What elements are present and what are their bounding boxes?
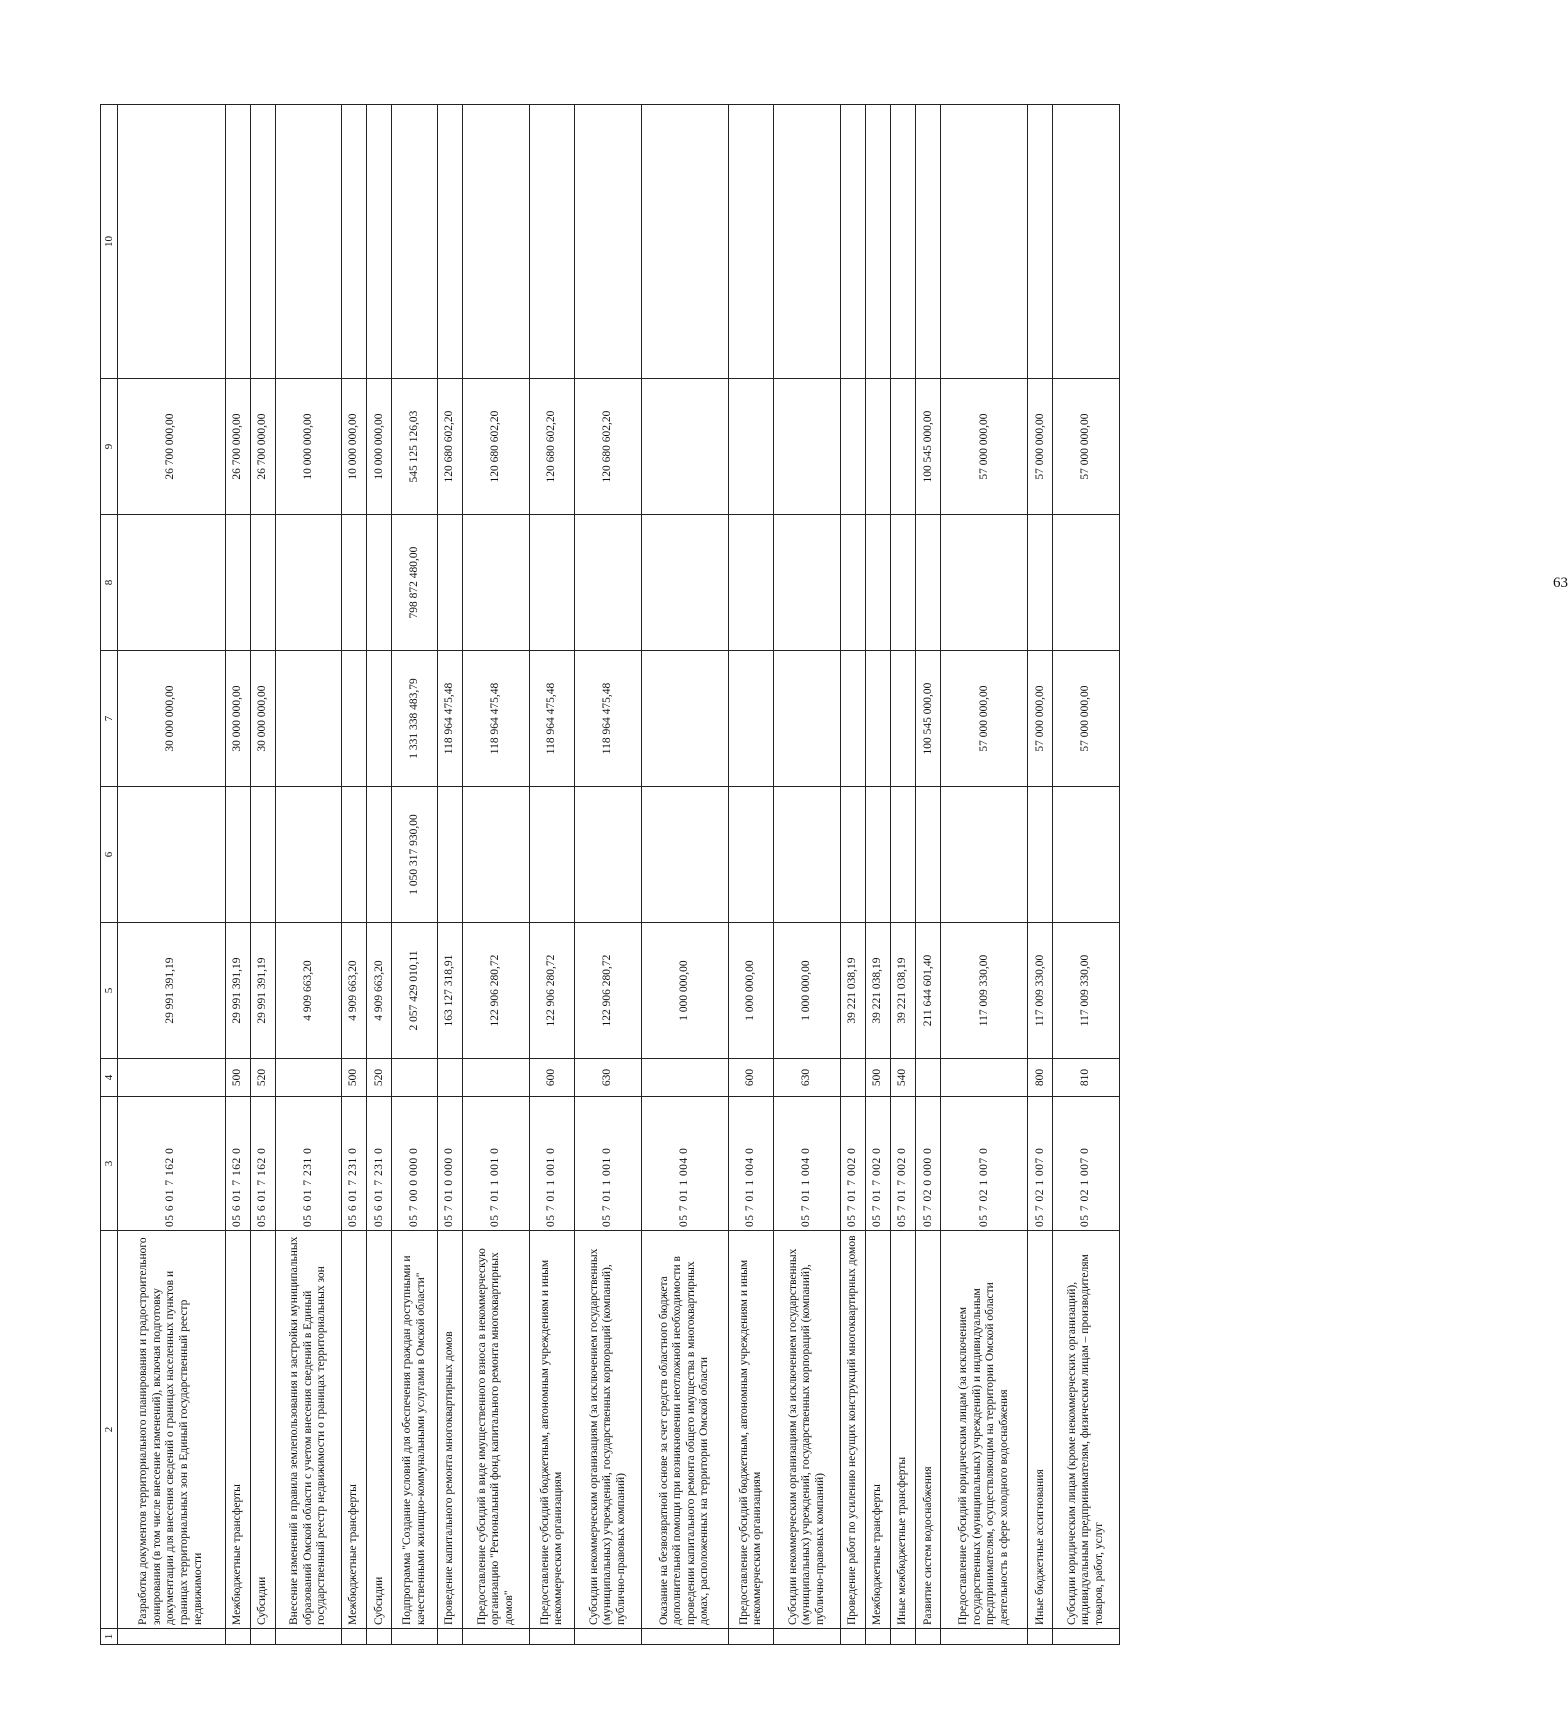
- amount-col7-cell: 118 964 475,48: [575, 651, 641, 787]
- target-code-cell: 05 6 01 7 162 0: [250, 1097, 275, 1231]
- header-cell-2: 2: [101, 1231, 118, 1629]
- row-spacer-cell: [728, 1629, 774, 1645]
- amount-col10-cell: [438, 105, 463, 379]
- amount-col5-cell: 39 221 038,19: [865, 923, 890, 1059]
- table-row: [891, 105, 916, 1645]
- amount-col7-cell: [275, 651, 341, 787]
- table-row: [250, 105, 275, 1645]
- expense-type-cell: [438, 1059, 463, 1097]
- amount-col8-cell: [250, 515, 275, 651]
- amount-col5-cell: 211 644 601,40: [916, 923, 941, 1059]
- rotated-page-content: [100, 95, 1120, 1645]
- amount-col6-cell: [118, 787, 226, 923]
- amount-col6-cell: [941, 787, 1028, 923]
- amount-col9-cell: 10 000 000,00: [342, 379, 367, 515]
- amount-col10-cell: [1028, 105, 1053, 379]
- amount-col5-cell: 122 906 280,72: [529, 923, 575, 1059]
- amount-col5-cell: 29 991 391,19: [118, 923, 226, 1059]
- table-row: [916, 105, 941, 1645]
- amount-col10-cell: [225, 105, 250, 379]
- table-row: [438, 105, 463, 1645]
- amount-col5-cell: 4 909 663,20: [342, 923, 367, 1059]
- amount-col5-cell: 117 009 330,00: [941, 923, 1028, 1059]
- amount-col5-cell: 29 991 391,19: [225, 923, 250, 1059]
- amount-col5-cell: 1 000 000,00: [728, 923, 774, 1059]
- amount-col10-cell: [916, 105, 941, 379]
- amount-col7-cell: 30 000 000,00: [225, 651, 250, 787]
- amount-col5-cell: 122 906 280,72: [463, 923, 529, 1059]
- amount-col5-cell: 39 221 038,19: [891, 923, 916, 1059]
- amount-col6-cell: [891, 787, 916, 923]
- expense-type-cell: [463, 1059, 529, 1097]
- amount-col6-cell: [367, 787, 392, 923]
- amount-col7-cell: [728, 651, 774, 787]
- amount-col5-cell: 163 127 318,91: [438, 923, 463, 1059]
- amount-col8-cell: [463, 515, 529, 651]
- amount-col6-cell: [463, 787, 529, 923]
- amount-col10-cell: [774, 105, 840, 379]
- target-code-cell: 05 7 00 0 000 0: [392, 1097, 438, 1231]
- header-row: [101, 105, 118, 1645]
- item-name-cell: Иные бюджетные ассигнования: [1028, 1231, 1053, 1629]
- table-row: [225, 105, 250, 1645]
- amount-col8-cell: [941, 515, 1028, 651]
- target-code-cell: 05 6 01 7 231 0: [342, 1097, 367, 1231]
- amount-col5-cell: 2 057 429 010,11: [392, 923, 438, 1059]
- target-code-cell: 05 6 01 7 162 0: [225, 1097, 250, 1231]
- row-spacer-cell: [275, 1629, 341, 1645]
- expense-type-cell: [641, 1059, 728, 1097]
- row-spacer-cell: [575, 1629, 641, 1645]
- row-spacer-cell: [840, 1629, 865, 1645]
- header-cell-4: 4: [101, 1059, 118, 1097]
- amount-col7-cell: 57 000 000,00: [941, 651, 1028, 787]
- amount-col6-cell: [250, 787, 275, 923]
- row-spacer-cell: [250, 1629, 275, 1645]
- amount-col6-cell: [275, 787, 341, 923]
- amount-col7-cell: 118 964 475,48: [438, 651, 463, 787]
- amount-col5-cell: 122 906 280,72: [575, 923, 641, 1059]
- amount-col9-cell: 545 125 126,03: [392, 379, 438, 515]
- item-name-cell: Разработка документов территориального планирования и градостроительного зонирования (в том числе внесение изменений), включая подготовку документации для внесения сведений о границах населенных пунктов и границах территориальных зон в Единый государственный реестр недвижимости: [118, 1231, 226, 1629]
- amount-col8-cell: [641, 515, 728, 651]
- amount-col10-cell: [840, 105, 865, 379]
- row-spacer-cell: [916, 1629, 941, 1645]
- amount-col5-cell: 1 000 000,00: [774, 923, 840, 1059]
- amount-col10-cell: [342, 105, 367, 379]
- header-cell-7: 7: [101, 651, 118, 787]
- amount-col7-cell: 118 964 475,48: [463, 651, 529, 787]
- amount-col6-cell: [575, 787, 641, 923]
- table-row: [728, 105, 774, 1645]
- amount-col10-cell: [529, 105, 575, 379]
- amount-col8-cell: [342, 515, 367, 651]
- amount-col10-cell: [463, 105, 529, 379]
- amount-col9-cell: 120 680 602,20: [463, 379, 529, 515]
- amount-col6-cell: [342, 787, 367, 923]
- target-code-cell: 05 6 01 7 231 0: [275, 1097, 341, 1231]
- table-row: [840, 105, 865, 1645]
- amount-col6-cell: [641, 787, 728, 923]
- table-row: [367, 105, 392, 1645]
- item-name-cell: Внесение изменений в правила землепользования и застройки муниципальных образований Омской области с учетом внесения сведений в Единый государственный реестр недвижимости о границах территориальных зон: [275, 1231, 341, 1629]
- amount-col8-cell: [865, 515, 890, 651]
- item-name-cell: Подпрограмма "Создание условий для обеспечения граждан доступными и качественными жилищно-коммунальными услугами в Омской области": [392, 1231, 438, 1629]
- table-row: [342, 105, 367, 1645]
- amount-col7-cell: 100 545 000,00: [916, 651, 941, 787]
- amount-col7-cell: [891, 651, 916, 787]
- item-name-cell: Субсидии некоммерческим организациям (за исключением государственных (муниципальных) учреждений, государственных корпораций (компаний), публично-правовых компаний): [774, 1231, 840, 1629]
- amount-col7-cell: 30 000 000,00: [250, 651, 275, 787]
- expense-type-cell: 520: [250, 1059, 275, 1097]
- amount-col5-cell: 29 991 391,19: [250, 923, 275, 1059]
- amount-col7-cell: [774, 651, 840, 787]
- item-name-cell: Межбюджетные трансферты: [865, 1231, 890, 1629]
- target-code-cell: 05 7 02 0 000 0: [916, 1097, 941, 1231]
- expense-type-cell: 800: [1028, 1059, 1053, 1097]
- amount-col9-cell: [774, 379, 840, 515]
- amount-col9-cell: 100 545 000,00: [916, 379, 941, 515]
- header-cell-1: 1: [101, 1629, 118, 1645]
- target-code-cell: 05 7 01 7 002 0: [865, 1097, 890, 1231]
- target-code-cell: 05 6 01 7 162 0: [118, 1097, 226, 1231]
- expense-type-cell: 630: [575, 1059, 641, 1097]
- amount-col7-cell: 57 000 000,00: [1053, 651, 1120, 787]
- expense-type-cell: 600: [529, 1059, 575, 1097]
- amount-col6-cell: [916, 787, 941, 923]
- amount-col8-cell: [916, 515, 941, 651]
- amount-col5-cell: 117 009 330,00: [1028, 923, 1053, 1059]
- amount-col9-cell: 120 680 602,20: [438, 379, 463, 515]
- amount-col8-cell: [438, 515, 463, 651]
- amount-col10-cell: [250, 105, 275, 379]
- item-name-cell: Межбюджетные трансферты: [342, 1231, 367, 1629]
- budget-table: [100, 104, 1120, 1645]
- item-name-cell: Иные межбюджетные трансферты: [891, 1231, 916, 1629]
- amount-col10-cell: [392, 105, 438, 379]
- item-name-cell: Предоставление субсидий юридическим лицам (за исключением государственных (муниципальных) учреждений) и индивидуальным предпринимателям, осуществляющим на территории Омской области деятельность в сфере холодного водоснабжения: [941, 1231, 1028, 1629]
- expense-type-cell: 500: [225, 1059, 250, 1097]
- expense-type-cell: [916, 1059, 941, 1097]
- amount-col8-cell: [774, 515, 840, 651]
- header-cell-8: 8: [101, 515, 118, 651]
- amount-col10-cell: [641, 105, 728, 379]
- table-row: [529, 105, 575, 1645]
- expense-type-cell: [840, 1059, 865, 1097]
- target-code-cell: 05 7 01 7 002 0: [840, 1097, 865, 1231]
- target-code-cell: 05 7 01 1 004 0: [728, 1097, 774, 1231]
- amount-col8-cell: [275, 515, 341, 651]
- table-row: [275, 105, 341, 1645]
- amount-col9-cell: [641, 379, 728, 515]
- expense-type-cell: 630: [774, 1059, 840, 1097]
- amount-col7-cell: 1 331 338 483,79: [392, 651, 438, 787]
- amount-col9-cell: 26 700 000,00: [250, 379, 275, 515]
- amount-col6-cell: [840, 787, 865, 923]
- amount-col9-cell: 57 000 000,00: [1053, 379, 1120, 515]
- header-cell-5: 5: [101, 923, 118, 1059]
- amount-col10-cell: [575, 105, 641, 379]
- amount-col10-cell: [367, 105, 392, 379]
- amount-col7-cell: [840, 651, 865, 787]
- header-cell-6: 6: [101, 787, 118, 923]
- amount-col6-cell: 1 050 317 930,00: [392, 787, 438, 923]
- item-name-cell: Предоставление субсидий бюджетным, автономным учреждениям и иным некоммерческим организациям: [529, 1231, 575, 1629]
- amount-col6-cell: [438, 787, 463, 923]
- target-code-cell: 05 7 01 1 001 0: [575, 1097, 641, 1231]
- amount-col10-cell: [118, 105, 226, 379]
- table-row: [463, 105, 529, 1645]
- target-code-cell: 05 7 02 1 007 0: [1053, 1097, 1120, 1231]
- expense-type-cell: 500: [342, 1059, 367, 1097]
- amount-col8-cell: 798 872 480,00: [392, 515, 438, 651]
- amount-col10-cell: [1053, 105, 1120, 379]
- amount-col6-cell: [1053, 787, 1120, 923]
- amount-col8-cell: [728, 515, 774, 651]
- target-code-cell: 05 7 01 1 004 0: [641, 1097, 728, 1231]
- item-name-cell: Предоставление субсидий в виде имущественного взноса в некоммерческую организацию "Региональный фонд капитального ремонта многоквартирных домов": [463, 1231, 529, 1629]
- amount-col9-cell: 57 000 000,00: [941, 379, 1028, 515]
- expense-type-cell: 810: [1053, 1059, 1120, 1097]
- amount-col7-cell: [342, 651, 367, 787]
- expense-type-cell: 520: [367, 1059, 392, 1097]
- expense-type-cell: [275, 1059, 341, 1097]
- item-name-cell: Субсидии: [367, 1231, 392, 1629]
- table-row: [118, 105, 226, 1645]
- expense-type-cell: 600: [728, 1059, 774, 1097]
- amount-col9-cell: [865, 379, 890, 515]
- amount-col7-cell: [865, 651, 890, 787]
- header-cell-10: 10: [101, 105, 118, 379]
- amount-col7-cell: 30 000 000,00: [118, 651, 226, 787]
- header-cell-3: 3: [101, 1097, 118, 1231]
- amount-col10-cell: [865, 105, 890, 379]
- row-spacer-cell: [774, 1629, 840, 1645]
- expense-type-cell: [392, 1059, 438, 1097]
- amount-col7-cell: [641, 651, 728, 787]
- amount-col9-cell: [728, 379, 774, 515]
- header-cell-9: 9: [101, 379, 118, 515]
- amount-col5-cell: 4 909 663,20: [275, 923, 341, 1059]
- row-spacer-cell: [367, 1629, 392, 1645]
- row-spacer-cell: [865, 1629, 890, 1645]
- amount-col9-cell: 120 680 602,20: [529, 379, 575, 515]
- expense-type-cell: [118, 1059, 226, 1097]
- item-name-cell: Субсидии некоммерческим организациям (за исключением государственных (муниципальных) учреждений, государственных корпораций (компаний), публично-правовых компаний): [575, 1231, 641, 1629]
- amount-col6-cell: [529, 787, 575, 923]
- target-code-cell: 05 7 02 1 007 0: [941, 1097, 1028, 1231]
- target-code-cell: 05 7 02 1 007 0: [1028, 1097, 1053, 1231]
- amount-col9-cell: [840, 379, 865, 515]
- amount-col10-cell: [275, 105, 341, 379]
- item-name-cell: Оказание на безвозвратной основе за счет средств областного бюджета дополнительной помощи при возникновении неотложной необходимости в проведении капитального ремонта общего имущества в многоквартирных домах, расположенных на территории Омской области: [641, 1231, 728, 1629]
- amount-col6-cell: [774, 787, 840, 923]
- amount-col10-cell: [891, 105, 916, 379]
- amount-col7-cell: 118 964 475,48: [529, 651, 575, 787]
- amount-col8-cell: [1028, 515, 1053, 651]
- expense-type-cell: 500: [865, 1059, 890, 1097]
- amount-col10-cell: [728, 105, 774, 379]
- table-row: [941, 105, 1028, 1645]
- amount-col9-cell: 10 000 000,00: [367, 379, 392, 515]
- amount-col9-cell: 57 000 000,00: [1028, 379, 1053, 515]
- table-row: [641, 105, 728, 1645]
- row-spacer-cell: [941, 1629, 1028, 1645]
- amount-col8-cell: [225, 515, 250, 651]
- amount-col5-cell: 39 221 038,19: [840, 923, 865, 1059]
- amount-col9-cell: 26 700 000,00: [118, 379, 226, 515]
- amount-col8-cell: [529, 515, 575, 651]
- target-code-cell: 05 7 01 1 001 0: [529, 1097, 575, 1231]
- row-spacer-cell: [342, 1629, 367, 1645]
- target-code-cell: 05 7 01 7 002 0: [891, 1097, 916, 1231]
- amount-col6-cell: [728, 787, 774, 923]
- budget-table-body: [101, 105, 1120, 1645]
- item-name-cell: Субсидии юридическим лицам (кроме некоммерческих организаций), индивидуальным предпринимателям, физическим лицам – производителям товаров, работ, услуг: [1053, 1231, 1120, 1629]
- row-spacer-cell: [529, 1629, 575, 1645]
- amount-col5-cell: 1 000 000,00: [641, 923, 728, 1059]
- target-code-cell: 05 7 01 0 000 0: [438, 1097, 463, 1231]
- page-number: 63: [1553, 575, 1568, 591]
- row-spacer-cell: [392, 1629, 438, 1645]
- row-spacer-cell: [118, 1629, 226, 1645]
- row-spacer-cell: [438, 1629, 463, 1645]
- table-row: [1028, 105, 1053, 1645]
- table-row: [865, 105, 890, 1645]
- target-code-cell: 05 7 01 1 004 0: [774, 1097, 840, 1231]
- expense-type-cell: [941, 1059, 1028, 1097]
- row-spacer-cell: [225, 1629, 250, 1645]
- amount-col8-cell: [367, 515, 392, 651]
- amount-col7-cell: 57 000 000,00: [1028, 651, 1053, 787]
- amount-col8-cell: [575, 515, 641, 651]
- table-row: [1053, 105, 1120, 1645]
- amount-col9-cell: [891, 379, 916, 515]
- expense-type-cell: 540: [891, 1059, 916, 1097]
- item-name-cell: Проведение работ по усилению несущих конструкций многоквартирных домов: [840, 1231, 865, 1629]
- row-spacer-cell: [641, 1629, 728, 1645]
- row-spacer-cell: [463, 1629, 529, 1645]
- row-spacer-cell: [1028, 1629, 1053, 1645]
- row-spacer-cell: [1053, 1629, 1120, 1645]
- table-row: [575, 105, 641, 1645]
- target-code-cell: 05 7 01 1 001 0: [463, 1097, 529, 1231]
- amount-col8-cell: [1053, 515, 1120, 651]
- item-name-cell: Развитие систем водоснабжения: [916, 1231, 941, 1629]
- amount-col8-cell: [891, 515, 916, 651]
- amount-col5-cell: 4 909 663,20: [367, 923, 392, 1059]
- row-spacer-cell: [891, 1629, 916, 1645]
- table-row: [774, 105, 840, 1645]
- amount-col8-cell: [118, 515, 226, 651]
- item-name-cell: Субсидии: [250, 1231, 275, 1629]
- target-code-cell: 05 6 01 7 231 0: [367, 1097, 392, 1231]
- amount-col9-cell: 26 700 000,00: [225, 379, 250, 515]
- amount-col10-cell: [941, 105, 1028, 379]
- amount-col5-cell: 117 009 330,00: [1053, 923, 1120, 1059]
- amount-col6-cell: [865, 787, 890, 923]
- amount-col9-cell: 120 680 602,20: [575, 379, 641, 515]
- table-row: [392, 105, 438, 1645]
- amount-col6-cell: [225, 787, 250, 923]
- amount-col8-cell: [840, 515, 865, 651]
- amount-col6-cell: [1028, 787, 1053, 923]
- item-name-cell: Межбюджетные трансферты: [225, 1231, 250, 1629]
- item-name-cell: Предоставление субсидий бюджетным, автономным учреждениям и иным некоммерческим организациям: [728, 1231, 774, 1629]
- amount-col9-cell: 10 000 000,00: [275, 379, 341, 515]
- amount-col7-cell: [367, 651, 392, 787]
- item-name-cell: Проведение капитального ремонта многоквартирных домов: [438, 1231, 463, 1629]
